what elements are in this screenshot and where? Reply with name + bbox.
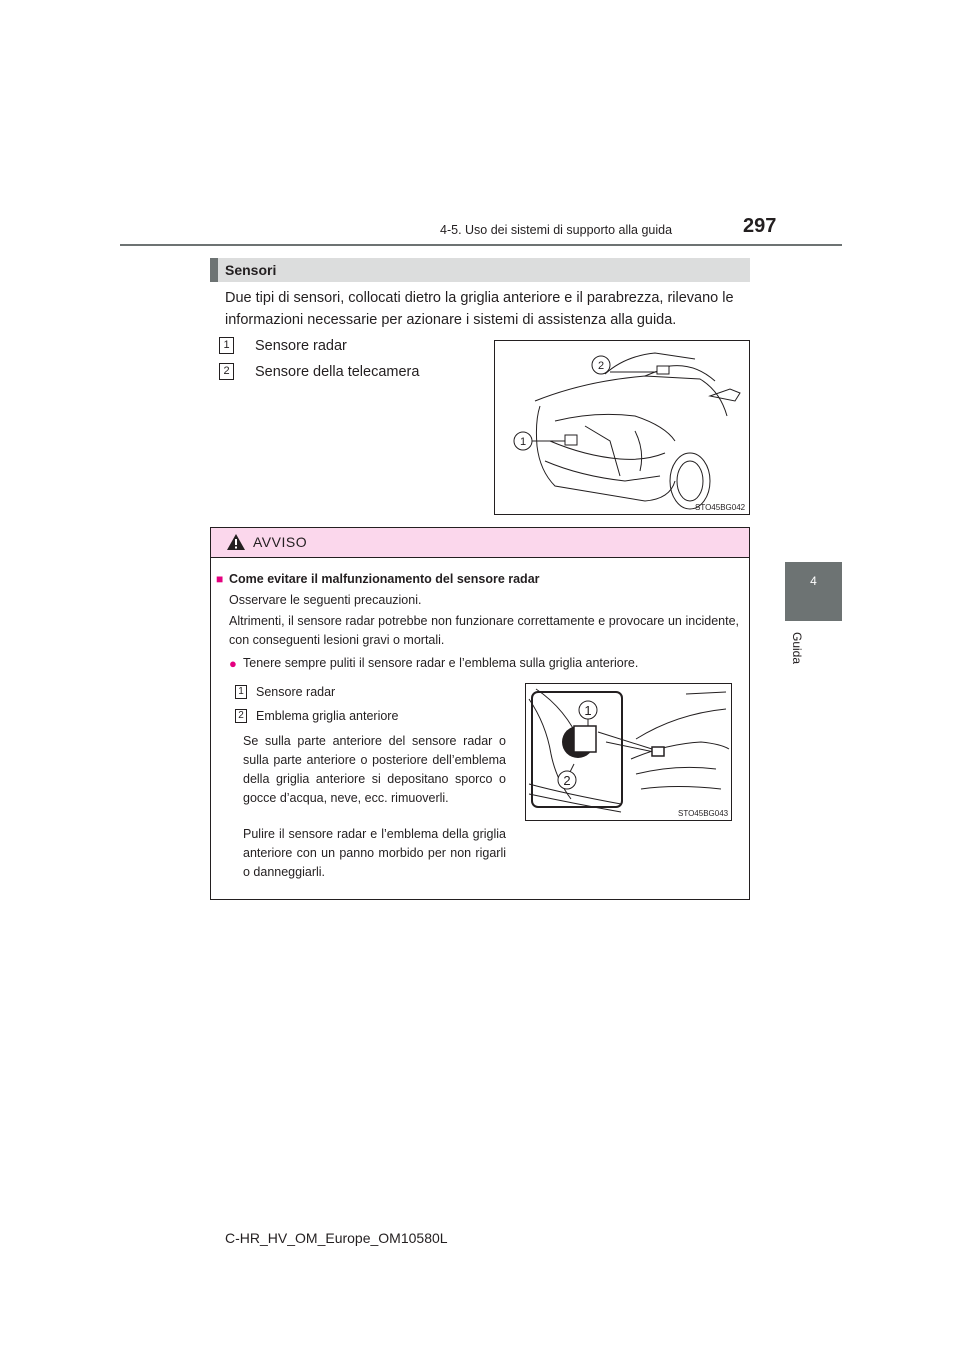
item-number-badge: 1 (235, 685, 247, 699)
figure-code: STO45BG042 (695, 503, 746, 512)
item-label-radar: Sensore radar (255, 338, 347, 354)
running-header-section: 4-5. Uso dei sistemi di supporto alla guida (440, 223, 673, 237)
figure-code: STO45BG043 (678, 809, 729, 818)
warning-line1: Osservare le seguenti precauzioni. (229, 593, 422, 607)
chapter-tab (785, 562, 842, 621)
chapter-tab-label: Guida (790, 632, 804, 665)
warning-triangle-icon (226, 533, 246, 556)
warning-heading-bullet-icon: ■ (216, 572, 224, 586)
item-number-badge: 2 (219, 363, 234, 380)
warning-line2: Altrimenti, il sensore radar potrebbe non funzionare correttamente e provocare un incidente, con conseguenti lesioni gravi o mortali. (229, 614, 739, 647)
section-heading-accent (210, 258, 218, 282)
item-number-badge: 1 (219, 337, 234, 354)
section-heading-bar (210, 258, 750, 282)
warning-title: AVVISO (253, 534, 308, 550)
figure-callout: 2 (563, 773, 571, 788)
page-number: 297 (743, 215, 777, 237)
warning-item-radar: Sensore radar (256, 685, 336, 699)
item-number-badge: 2 (235, 709, 247, 723)
warning-heading: Come evitare il malfunzionamento del sensore radar (229, 572, 540, 586)
car-front-illustration (494, 340, 750, 515)
warning-para1: Se sulla parte anteriore del sensore radar o sulla parte anteriore o posteriore dell’emblema della griglia anteriore si depositano sporco o gocce d’acqua, neve, ecc. rimuoverli. (243, 734, 506, 805)
section-intro: Due tipi di sensori, collocati dietro la griglia anteriore e il parabrezza, rilevano le informazioni necessarie per azionare i sistemi di assistenza alla guida. (225, 290, 734, 328)
document-id: C-HR_HV_OM_Europe_OM10580L (225, 1230, 448, 1246)
warning-bullet: Tenere sempre puliti il sensore radar e l’emblema sulla griglia anteriore. (243, 656, 639, 670)
figure-callout: 1 (519, 436, 527, 448)
header-divider (120, 244, 842, 246)
item-label-camera: Sensore della telecamera (255, 364, 420, 380)
figure-callout: 1 (584, 703, 592, 718)
grille-emblem-illustration (525, 683, 732, 821)
warning-item-emblem: Emblema griglia anteriore (256, 709, 399, 723)
bullet-dot-icon: ● (229, 656, 237, 671)
warning-para2: Pulire il sensore radar e l’emblema della griglia anteriore con un panno morbido per non rigarli o danneggiarli. (243, 827, 506, 879)
grille-emblem-drawing (526, 684, 731, 820)
chapter-tab-number: 4 (810, 574, 817, 588)
figure-callout: 2 (597, 360, 605, 372)
car-front-drawing (495, 341, 749, 514)
section-title: Sensori (225, 262, 277, 278)
